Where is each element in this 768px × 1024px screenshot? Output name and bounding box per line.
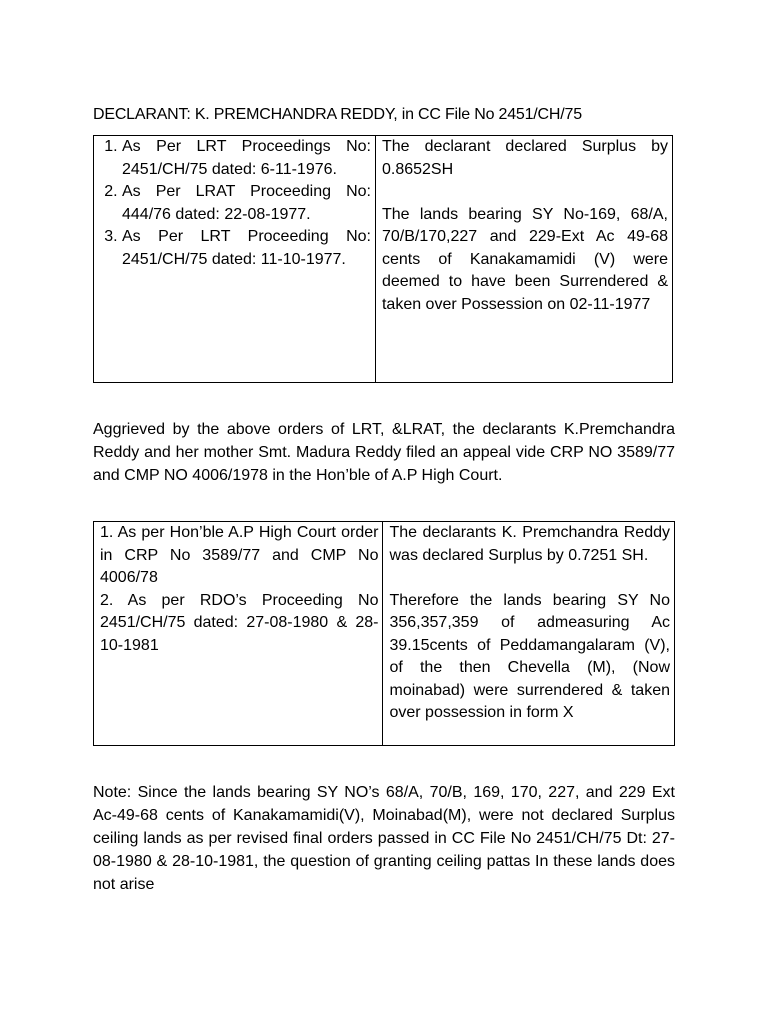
declarant-heading: DECLARANT: K. PREMCHANDRA REDDY, in CC File No 2451/CH/75 [93,106,582,123]
outcome-paragraph: Therefore the lands bearing SY No 356,357,359 of admeasuring Ac 39.15cents of Peddamangalaram (V), of the then Chevella (M), (Now moinabad) were surrendered & taken over possession in form X [389,591,670,721]
list-item: 1. As Per LRT Proceedings No: 2451/CH/75 dated: 6-11-1976. [122,136,371,181]
list-item: 2. As Per LRAT Proceeding No: 444/76 dated: 22-08-1977. [122,181,371,226]
list-item: 2. As per RDO’s Proceeding No 2451/CH/75 dated: 27-08-1980 & 28-10-1981 [100,591,379,654]
proceedings-table-1 [93,135,673,383]
list-item: 1. As per Hon’ble A.P High Court order in CRP No 3589/77 and CMP No 4006/78 [100,524,379,586]
paragraph-gap [382,181,668,204]
orders-list-cell [94,522,383,746]
note-paragraph: Note: Since the lands bearing SY NO’s 68/A, 70/B, 169, 170, 227, and 229 Ext Ac-49-68 cents of Kanakamamidi(V), Moinabad(M), were not declared Surplus ceiling lands as per revised final orders passed in CC File No 2451/CH/75 Dt: 27-08-1980 & 28-10-1981, the question of granting ceiling pattas In these lands does not arise [93,784,675,893]
outcome-cell [375,136,672,383]
proceedings-list [100,136,371,271]
outcome-paragraph: The declarant declared Surplus by 0.8652SH [381,138,668,178]
proceedings-list-cell [94,136,376,383]
table-row [94,522,675,746]
appeal-paragraph: Aggrieved by the above orders of LRT, &LRAT, the declarants K.Premchandra Reddy and her mother Smt. Madura Reddy filed an appeal vide CRP NO 3589/77 and CMP NO 4006/1978 in the Hon’ble of A.P High Court. [93,421,675,484]
proceedings-table-2 [93,521,675,746]
outcome-paragraph: The lands bearing SY No-169, 68/A, 70/B/170,227 and 229-Ext Ac 49-68 cents of Kanakamamidi (V) were deemed to have been Surrendered & taken over Possession on 02-11-1977 [381,205,668,313]
table-row [94,136,673,383]
outcome-cell [383,522,675,746]
outcome-paragraph: The declarants K. Premchandra Reddy was declared Surplus by 0.7251 SH. [389,524,670,564]
paragraph-gap [389,567,670,590]
list-item: 3. As Per LRT Proceeding No: 2451/CH/75 dated: 11-10-1977. [122,226,371,271]
